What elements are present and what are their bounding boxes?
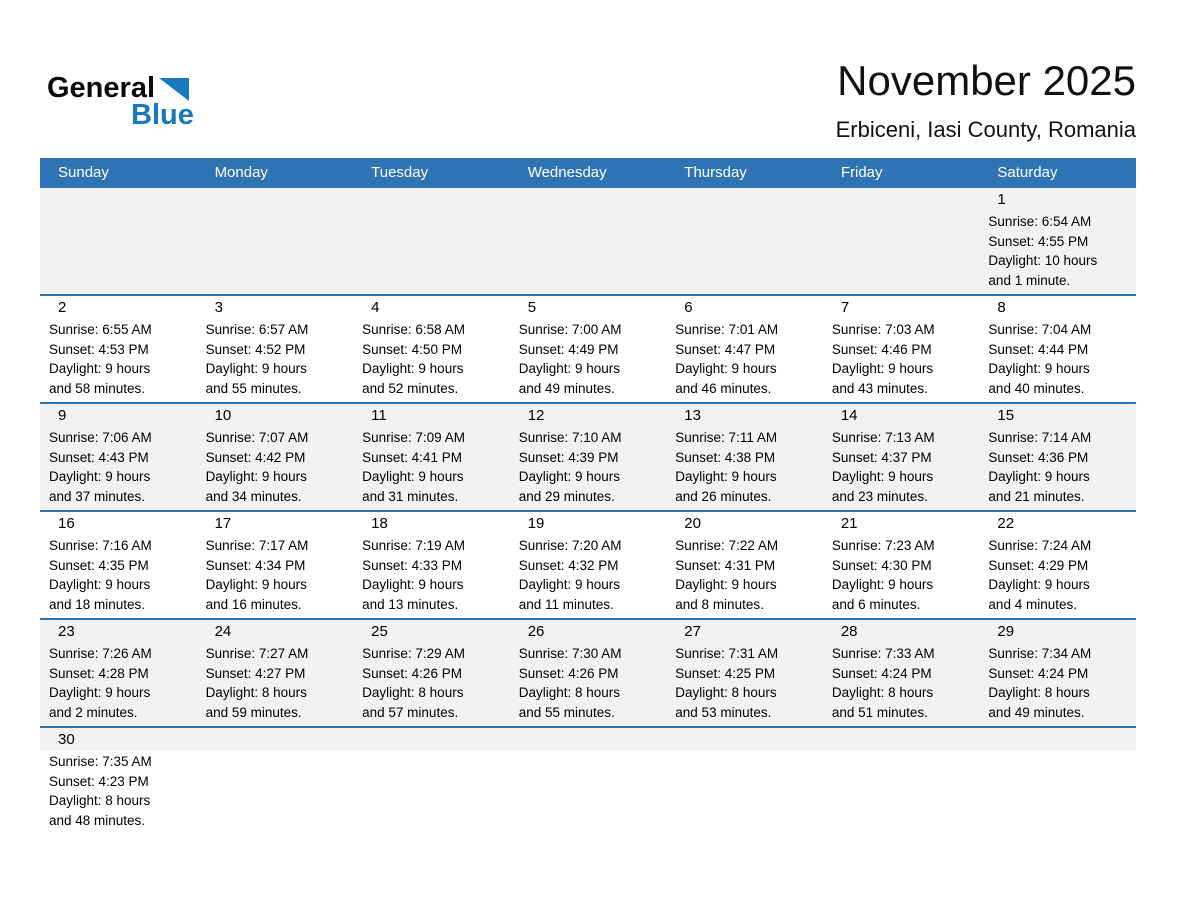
day-info-line: Sunset: 4:53 PM bbox=[49, 341, 149, 357]
week-row bbox=[40, 510, 1136, 618]
day-info-line: and 16 minutes. bbox=[205, 596, 302, 612]
day-info-line: and 6 minutes. bbox=[831, 596, 921, 612]
day-cell bbox=[979, 188, 1136, 294]
day-info-line: Sunset: 4:31 PM bbox=[675, 557, 776, 573]
title-block bbox=[836, 58, 1136, 143]
day-cell bbox=[823, 404, 980, 510]
day-info-line: and 4 minutes. bbox=[988, 596, 1077, 612]
day-info-line: Sunset: 4:38 PM bbox=[675, 449, 776, 465]
day-info-line: Sunset: 4:24 PM bbox=[988, 665, 1089, 681]
day-cell bbox=[510, 404, 667, 510]
day-info-line: Sunrise: 7:30 AM bbox=[518, 646, 622, 661]
day-info-line: Sunset: 4:25 PM bbox=[675, 665, 776, 681]
day-info-line: Sunset: 4:43 PM bbox=[49, 449, 149, 465]
day-info-line: and 55 minutes. bbox=[205, 380, 302, 396]
day-number: 19 bbox=[527, 515, 545, 532]
day-cell bbox=[979, 512, 1136, 618]
day-info-line: Daylight: 9 hours bbox=[988, 577, 1090, 592]
day-info-line: Sunrise: 7:29 AM bbox=[362, 646, 465, 661]
day-number: 4 bbox=[371, 299, 380, 316]
day-cell bbox=[979, 404, 1136, 510]
day-info-line: and 55 minutes. bbox=[518, 704, 615, 720]
day-number: 22 bbox=[997, 515, 1015, 532]
empty-day-cell bbox=[353, 728, 510, 842]
day-info-line: Sunrise: 7:09 AM bbox=[362, 430, 465, 445]
day-info-line: Sunset: 4:26 PM bbox=[518, 665, 619, 681]
day-info-line: Sunrise: 7:31 AM bbox=[675, 646, 779, 661]
empty-day-cell bbox=[353, 188, 510, 294]
day-info-line: Daylight: 9 hours bbox=[362, 469, 464, 484]
day-number: 28 bbox=[840, 623, 858, 640]
day-info-line: Sunrise: 7:24 AM bbox=[988, 538, 1092, 553]
day-info-line: and 2 minutes. bbox=[49, 704, 138, 720]
day-info-line: Daylight: 9 hours bbox=[675, 469, 777, 484]
day-cell bbox=[40, 620, 197, 726]
calendar bbox=[40, 158, 1136, 842]
day-info-line: and 40 minutes. bbox=[988, 380, 1085, 396]
week-row bbox=[40, 618, 1136, 726]
weekday-label-wednesday: Wednesday bbox=[527, 164, 607, 181]
day-cell bbox=[353, 512, 510, 618]
day-info-line: Sunset: 4:46 PM bbox=[831, 341, 932, 357]
day-info-line: Sunset: 4:32 PM bbox=[518, 557, 619, 573]
day-info-line: and 31 minutes. bbox=[362, 488, 459, 504]
day-info-line: Daylight: 9 hours bbox=[518, 361, 621, 376]
day-info-line: Sunset: 4:24 PM bbox=[831, 665, 932, 681]
day-info-line: Daylight: 9 hours bbox=[988, 361, 1090, 376]
day-number: 26 bbox=[527, 623, 545, 640]
day-info-line: Daylight: 8 hours bbox=[205, 685, 307, 700]
day-info-line: Daylight: 9 hours bbox=[362, 577, 464, 592]
day-info-line: Sunset: 4:29 PM bbox=[988, 557, 1089, 573]
day-number: 3 bbox=[214, 299, 223, 316]
day-info-line: Daylight: 9 hours bbox=[675, 577, 777, 592]
day-info-line: and 57 minutes. bbox=[362, 704, 459, 720]
day-number: 10 bbox=[214, 407, 232, 424]
day-info-line: and 58 minutes. bbox=[49, 380, 146, 396]
weekday-label-thursday: Thursday bbox=[684, 164, 747, 181]
day-info-line: Sunrise: 7:07 AM bbox=[205, 430, 309, 445]
day-number: 5 bbox=[527, 299, 537, 316]
day-cell bbox=[510, 296, 667, 402]
day-info-line: Sunrise: 7:22 AM bbox=[675, 538, 779, 553]
week-row bbox=[40, 188, 1136, 294]
day-info-line: Daylight: 10 hours bbox=[988, 253, 1098, 268]
day-info-line: Daylight: 8 hours bbox=[49, 793, 151, 808]
week-row bbox=[40, 294, 1136, 402]
page-subtitle: Erbiceni, Iasi County, Romania bbox=[835, 117, 1136, 142]
day-number: 29 bbox=[997, 623, 1015, 640]
day-info-line: Daylight: 9 hours bbox=[988, 469, 1090, 484]
day-info-line: Sunset: 4:28 PM bbox=[49, 665, 149, 681]
day-info-line: Sunset: 4:35 PM bbox=[49, 557, 149, 573]
day-info-line: Daylight: 9 hours bbox=[205, 469, 307, 484]
week-row bbox=[40, 726, 1136, 842]
weekday-label-sunday: Sunday bbox=[58, 164, 109, 181]
day-cell bbox=[666, 296, 823, 402]
day-info-line: Sunset: 4:26 PM bbox=[362, 665, 462, 681]
day-info-line: and 29 minutes. bbox=[518, 488, 615, 504]
day-cell bbox=[40, 404, 197, 510]
day-info-line: Sunrise: 7:01 AM bbox=[675, 322, 779, 337]
day-info-line: and 34 minutes. bbox=[205, 488, 302, 504]
day-info-line: Sunrise: 7:03 AM bbox=[831, 322, 935, 337]
day-info-line: Sunrise: 7:13 AM bbox=[831, 430, 935, 445]
empty-day-cell bbox=[823, 728, 980, 842]
day-info-line: Sunrise: 7:17 AM bbox=[205, 538, 309, 553]
day-number: 9 bbox=[58, 407, 67, 424]
day-cell bbox=[353, 296, 510, 402]
empty-day-cell bbox=[823, 188, 980, 294]
day-info-line: Sunset: 4:36 PM bbox=[988, 449, 1089, 465]
day-number: 13 bbox=[684, 407, 701, 424]
day-info-line: and 51 minutes. bbox=[831, 704, 928, 720]
day-info-line: and 52 minutes. bbox=[362, 380, 459, 396]
day-info-line: Sunrise: 7:20 AM bbox=[518, 538, 622, 553]
day-info-line: Sunrise: 7:34 AM bbox=[988, 646, 1092, 661]
day-info-line: Daylight: 9 hours bbox=[362, 361, 464, 376]
day-number: 15 bbox=[997, 407, 1015, 424]
day-info-line: Sunrise: 7:26 AM bbox=[49, 646, 152, 661]
day-cell bbox=[197, 404, 354, 510]
day-info-line: Sunset: 4:44 PM bbox=[988, 341, 1089, 357]
day-info-line: Daylight: 9 hours bbox=[205, 577, 307, 592]
day-info-line: Sunrise: 7:23 AM bbox=[831, 538, 935, 553]
day-cell bbox=[979, 620, 1136, 726]
day-cell bbox=[197, 512, 354, 618]
day-info-line: Sunrise: 7:27 AM bbox=[205, 646, 309, 661]
day-info-line: and 21 minutes. bbox=[988, 488, 1085, 504]
day-number: 17 bbox=[214, 515, 232, 532]
day-cell bbox=[40, 296, 197, 402]
day-info-line: Sunset: 4:50 PM bbox=[362, 341, 462, 357]
empty-day-cell bbox=[979, 728, 1136, 842]
day-info-line: Daylight: 9 hours bbox=[49, 685, 151, 700]
empty-day-cell bbox=[666, 728, 823, 842]
weekday-label-tuesday: Tuesday bbox=[371, 164, 429, 181]
day-info-line: and 48 minutes. bbox=[49, 812, 146, 828]
weekday-label-monday: Monday bbox=[214, 164, 268, 181]
day-number: 6 bbox=[684, 299, 693, 316]
day-info-line: Sunrise: 7:19 AM bbox=[362, 538, 465, 553]
day-info-line: Sunrise: 7:00 AM bbox=[518, 322, 622, 337]
day-info-line: Sunset: 4:49 PM bbox=[518, 341, 619, 357]
day-info-line: Sunset: 4:23 PM bbox=[49, 773, 149, 789]
day-cell bbox=[510, 512, 667, 618]
day-info-line: and 53 minutes. bbox=[675, 704, 772, 720]
day-info-line: and 37 minutes. bbox=[49, 488, 146, 504]
day-info-line: and 13 minutes. bbox=[362, 596, 459, 612]
day-number: 30 bbox=[58, 731, 75, 748]
day-info-line: Sunrise: 7:04 AM bbox=[988, 322, 1092, 337]
day-info-line: Sunset: 4:52 PM bbox=[205, 341, 306, 357]
day-info-line: Sunset: 4:39 PM bbox=[518, 449, 619, 465]
day-number: 7 bbox=[840, 299, 850, 316]
day-info-line: Sunrise: 7:06 AM bbox=[49, 430, 152, 445]
day-number: 16 bbox=[58, 515, 75, 532]
day-cell bbox=[666, 620, 823, 726]
day-info-line: Daylight: 9 hours bbox=[49, 361, 151, 376]
day-info-line: Sunrise: 6:58 AM bbox=[362, 322, 465, 337]
day-info-line: Sunrise: 7:10 AM bbox=[518, 430, 622, 445]
day-info-line: Sunset: 4:27 PM bbox=[205, 665, 306, 681]
day-number: 21 bbox=[840, 515, 858, 532]
day-info-line: Daylight: 8 hours bbox=[518, 685, 621, 700]
day-info-line: Sunrise: 6:55 AM bbox=[49, 322, 152, 337]
day-info-line: Sunrise: 6:57 AM bbox=[205, 322, 309, 337]
empty-day-cell bbox=[666, 188, 823, 294]
day-info-line: Daylight: 9 hours bbox=[831, 361, 934, 376]
day-info-line: and 23 minutes. bbox=[831, 488, 928, 504]
day-cell bbox=[197, 296, 354, 402]
day-cell bbox=[510, 620, 667, 726]
day-cell bbox=[40, 728, 197, 842]
day-info-line: Daylight: 9 hours bbox=[205, 361, 307, 376]
weekday-label-friday: Friday bbox=[840, 164, 883, 181]
weekday-header-row bbox=[40, 158, 1136, 188]
day-info-line: Sunrise: 6:54 AM bbox=[988, 214, 1092, 229]
day-number: 2 bbox=[58, 299, 67, 316]
day-info-line: Sunset: 4:30 PM bbox=[831, 557, 932, 573]
day-info-line: and 49 minutes. bbox=[518, 380, 615, 396]
day-info-line: Sunset: 4:41 PM bbox=[362, 449, 462, 465]
day-info-line: Daylight: 9 hours bbox=[675, 361, 777, 376]
day-number: 8 bbox=[997, 299, 1006, 316]
day-number: 12 bbox=[527, 407, 545, 424]
day-number: 25 bbox=[371, 623, 388, 640]
day-info-line: Daylight: 8 hours bbox=[988, 685, 1090, 700]
day-info-line: and 46 minutes. bbox=[675, 380, 772, 396]
day-info-line: Sunrise: 7:33 AM bbox=[831, 646, 935, 661]
day-info-line: Sunset: 4:37 PM bbox=[831, 449, 932, 465]
day-info-line: Sunrise: 7:14 AM bbox=[988, 430, 1092, 445]
day-cell bbox=[823, 620, 980, 726]
general-blue-logo bbox=[47, 72, 267, 136]
day-info-line: Sunset: 4:42 PM bbox=[205, 449, 306, 465]
day-info-line: Sunrise: 7:35 AM bbox=[49, 754, 152, 769]
week-row bbox=[40, 402, 1136, 510]
day-info-line: Daylight: 8 hours bbox=[362, 685, 464, 700]
day-info-line: Daylight: 9 hours bbox=[49, 469, 151, 484]
day-cell bbox=[823, 512, 980, 618]
day-cell bbox=[197, 620, 354, 726]
logo-text-blue: Blue bbox=[131, 99, 194, 131]
day-info-line: Daylight: 9 hours bbox=[49, 577, 151, 592]
empty-day-cell bbox=[40, 188, 197, 294]
day-info-line: and 49 minutes. bbox=[988, 704, 1085, 720]
day-info-line: and 11 minutes. bbox=[518, 596, 614, 612]
day-number: 23 bbox=[58, 623, 75, 640]
day-cell bbox=[666, 512, 823, 618]
empty-day-cell bbox=[197, 728, 354, 842]
day-number: 24 bbox=[214, 623, 232, 640]
day-info-line: Sunrise: 7:16 AM bbox=[49, 538, 152, 553]
day-cell bbox=[666, 404, 823, 510]
calendar-weeks bbox=[40, 188, 1136, 842]
day-info-line: and 1 minute. bbox=[988, 272, 1071, 288]
empty-day-cell bbox=[197, 188, 354, 294]
day-info-line: and 59 minutes. bbox=[205, 704, 302, 720]
day-number: 1 bbox=[997, 191, 1006, 208]
day-info-line: and 18 minutes. bbox=[49, 596, 146, 612]
weekday-label-saturday: Saturday bbox=[997, 164, 1058, 181]
day-number: 14 bbox=[840, 407, 858, 424]
day-info-line: and 43 minutes. bbox=[831, 380, 928, 396]
day-info-line: Daylight: 9 hours bbox=[831, 469, 934, 484]
empty-day-cell bbox=[510, 188, 667, 294]
day-info-line: Daylight: 9 hours bbox=[831, 577, 934, 592]
day-number: 20 bbox=[684, 515, 701, 532]
day-info-line: Daylight: 8 hours bbox=[831, 685, 934, 700]
day-number: 11 bbox=[371, 407, 387, 424]
day-info-line: Daylight: 8 hours bbox=[675, 685, 777, 700]
day-cell bbox=[353, 404, 510, 510]
empty-day-cell bbox=[510, 728, 667, 842]
day-number: 18 bbox=[371, 515, 388, 532]
day-cell bbox=[823, 296, 980, 402]
day-info-line: and 26 minutes. bbox=[675, 488, 772, 504]
day-info-line: Sunrise: 7:11 AM bbox=[675, 430, 778, 445]
day-cell bbox=[979, 296, 1136, 402]
day-number: 27 bbox=[684, 623, 701, 640]
day-info-line: Sunset: 4:47 PM bbox=[675, 341, 776, 357]
day-info-line: Sunset: 4:55 PM bbox=[988, 233, 1089, 249]
day-info-line: Daylight: 9 hours bbox=[518, 469, 621, 484]
page-title: November 2025 bbox=[837, 57, 1136, 104]
day-info-line: Sunset: 4:34 PM bbox=[205, 557, 306, 573]
day-info-line: Sunset: 4:33 PM bbox=[362, 557, 462, 573]
day-info-line: Daylight: 9 hours bbox=[518, 577, 621, 592]
day-info-line: and 8 minutes. bbox=[675, 596, 764, 612]
logo-text-general: General bbox=[47, 72, 155, 104]
day-cell bbox=[40, 512, 197, 618]
day-cell bbox=[353, 620, 510, 726]
